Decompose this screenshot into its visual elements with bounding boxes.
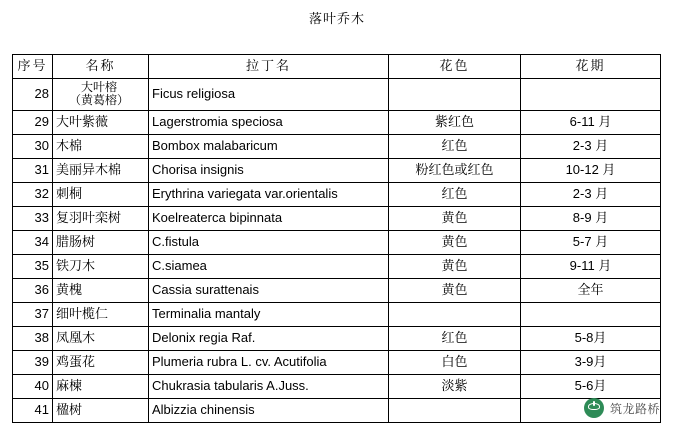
cell-name: 细叶榄仁 <box>53 302 149 326</box>
cell-color: 红色 <box>389 182 521 206</box>
cell-period: 2-3 月 <box>521 134 661 158</box>
cell-latin: Cassia surattenais <box>149 278 389 302</box>
cell-period: 8-9 月 <box>521 206 661 230</box>
cell-no: 29 <box>13 110 53 134</box>
table-row <box>13 398 661 422</box>
cell-no: 32 <box>13 182 53 206</box>
cell-no: 39 <box>13 350 53 374</box>
cell-latin: Chorisa insignis <box>149 158 389 182</box>
page-title: 落叶乔木 <box>308 11 365 26</box>
cell-name-line1: 大叶榕 <box>80 80 117 94</box>
column-header-color: 花色 <box>389 55 521 79</box>
cell-name: 大叶紫薇 <box>53 110 149 134</box>
cell-period: 5-6月 <box>521 374 661 398</box>
cell-latin: C.siamea <box>149 254 389 278</box>
cell-period: 6-11 月 <box>521 110 661 134</box>
table-row <box>13 182 661 206</box>
column-header-latin: 拉丁名 <box>149 55 389 79</box>
table-row <box>13 350 661 374</box>
cell-color: 红色 <box>389 134 521 158</box>
cell-period: 全年 <box>521 278 661 302</box>
table-row <box>13 302 661 326</box>
cell-color <box>389 79 521 111</box>
cell-no: 33 <box>13 206 53 230</box>
cell-latin: Ficus religiosa <box>149 79 389 111</box>
cell-name: 刺桐 <box>53 182 149 206</box>
cell-name: 腊肠树 <box>53 230 149 254</box>
table-row <box>13 206 661 230</box>
cell-name: 黄槐 <box>53 278 149 302</box>
cell-period: 10-12 月 <box>521 158 661 182</box>
table-row <box>13 158 661 182</box>
cell-period: 5-7 月 <box>521 230 661 254</box>
cell-no: 34 <box>13 230 53 254</box>
cell-name: 木棉 <box>53 134 149 158</box>
cell-no: 41 <box>13 398 53 422</box>
cell-latin: Erythrina variegata var.orientalis <box>149 182 389 206</box>
table-row <box>13 326 661 350</box>
cell-color: 紫红色 <box>389 110 521 134</box>
cell-color <box>389 398 521 422</box>
cell-period: 5-8月 <box>521 326 661 350</box>
cell-latin: Lagerstromia speciosa <box>149 110 389 134</box>
column-header-no: 序号 <box>13 55 53 79</box>
cell-color: 黄色 <box>389 254 521 278</box>
cell-no: 36 <box>13 278 53 302</box>
cell-color: 黄色 <box>389 230 521 254</box>
cell-no: 28 <box>13 79 53 111</box>
cell-color: 黄色 <box>389 278 521 302</box>
column-header-period: 花期 <box>521 55 661 79</box>
cell-color <box>389 302 521 326</box>
table-body <box>13 79 661 423</box>
cell-color: 粉红色或红色 <box>389 158 521 182</box>
cell-name-line2: （黄葛榕） <box>68 93 129 108</box>
cell-name: 楹树 <box>53 398 149 422</box>
cell-color: 白色 <box>389 350 521 374</box>
watermark <box>584 398 660 418</box>
cell-latin: C.fistula <box>149 230 389 254</box>
watermark-label: 筑龙路桥 <box>609 401 660 416</box>
column-header-name: 名称 <box>53 55 149 79</box>
species-table-container <box>12 54 660 423</box>
table-row <box>13 278 661 302</box>
table-row <box>13 79 661 111</box>
logo-icon <box>584 398 604 418</box>
cell-no: 35 <box>13 254 53 278</box>
cell-latin: Delonix regia Raf. <box>149 326 389 350</box>
cell-period <box>521 79 661 111</box>
table-row <box>13 254 661 278</box>
table-header-row <box>13 55 661 79</box>
cell-period <box>521 302 661 326</box>
cell-period: 2-3 月 <box>521 182 661 206</box>
cell-latin: Terminalia mantaly <box>149 302 389 326</box>
cell-no: 30 <box>13 134 53 158</box>
table-row <box>13 134 661 158</box>
cell-name: 铁刀木 <box>53 254 149 278</box>
table-header <box>13 55 661 79</box>
table-row <box>13 230 661 254</box>
cell-latin: Bombox malabaricum <box>149 134 389 158</box>
cell-period: 3-9月 <box>521 350 661 374</box>
cell-latin: Albizzia chinensis <box>149 398 389 422</box>
cell-color: 淡紫 <box>389 374 521 398</box>
cell-latin: Koelreaterca bipinnata <box>149 206 389 230</box>
cell-color: 黄色 <box>389 206 521 230</box>
cell-latin: Chukrasia tabularis A.Juss. <box>149 374 389 398</box>
cell-name: 凤凰木 <box>53 326 149 350</box>
cell-name: 复羽叶栾树 <box>53 206 149 230</box>
cell-color: 红色 <box>389 326 521 350</box>
cell-no: 40 <box>13 374 53 398</box>
cell-period: 9-11 月 <box>521 254 661 278</box>
cell-no: 37 <box>13 302 53 326</box>
species-table <box>12 54 661 423</box>
cell-name: 美丽异木棉 <box>53 158 149 182</box>
cell-name: 鸡蛋花 <box>53 350 149 374</box>
cell-name <box>53 79 149 111</box>
table-row <box>13 374 661 398</box>
cell-latin: Plumeria rubra L. cv. Acutifolia <box>149 350 389 374</box>
cell-no: 38 <box>13 326 53 350</box>
cell-name: 麻楝 <box>53 374 149 398</box>
cell-no: 31 <box>13 158 53 182</box>
table-row <box>13 110 661 134</box>
